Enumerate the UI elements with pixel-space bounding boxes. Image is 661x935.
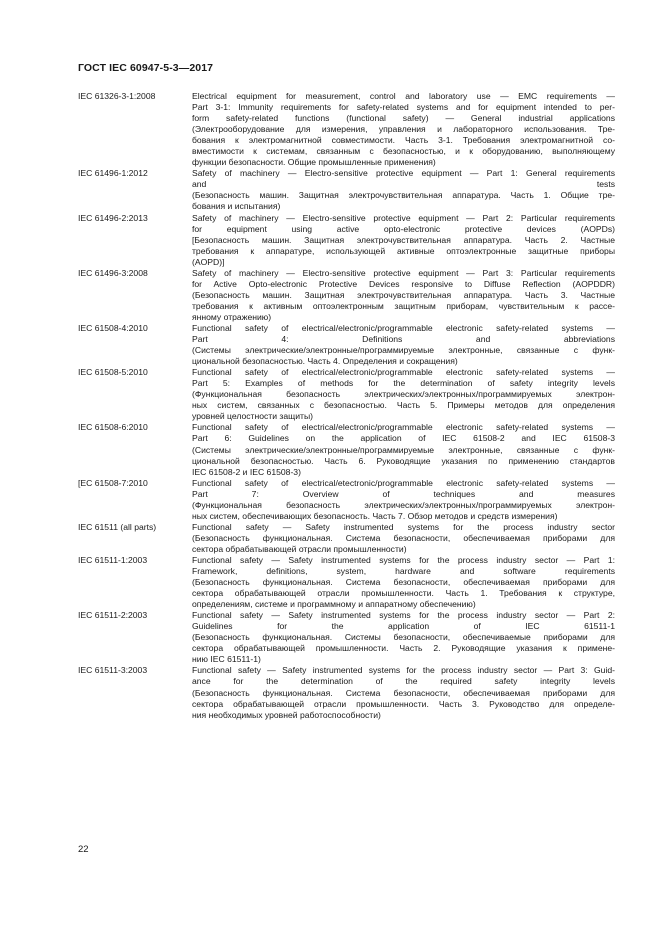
reference-text-line: вместимости к системам, связанным с безопасностью, и к оборудованию, выполняющему: [192, 146, 615, 157]
reference-text-line: Part 3-1: Immunity requirements for safety-related systems and for equipment intended to per-: [192, 102, 615, 113]
reference-id: IEC 61511-1:2003: [78, 554, 148, 565]
reference-text-line: [Безопасность машин. Защитная электрочувствительная аппаратура. Часть 2. Частные: [192, 234, 615, 245]
reference-text-line: требования к аппаратуре, использующей активные оптоэлектронные защитные приборы: [192, 245, 615, 256]
reference-id: IEC 61511-3:2003: [78, 665, 148, 676]
reference-text-line: Functional safety — Safety instrumented systems for the process industry sector — Part 3: Guid-: [192, 665, 615, 676]
reference-title: [192, 367, 615, 422]
reference-row: [78, 91, 616, 168]
reference-id: IEC 61508-5:2010: [78, 367, 148, 378]
reference-text-line: Part 5: Examples of methods for the determination of safety integrity levels: [192, 378, 615, 389]
reference-row: [78, 268, 616, 323]
normative-references-table: [78, 91, 616, 721]
reference-text-line: (Безопасность функциональная. Система безопасности, обеспечиваемая приборами для: [192, 577, 615, 588]
reference-text-line: (Функциональная безопасность электрических/электронных/программируемых электрон-: [192, 499, 615, 510]
reference-id: IEC 61511-2:2003: [78, 610, 148, 621]
reference-row: [78, 555, 616, 610]
reference-text-line: (Электрооборудование для измерения, управления и лабораторного использования. Тре-: [192, 124, 615, 135]
reference-id: IEC 61496-3:2008: [78, 267, 148, 278]
reference-title: [192, 422, 615, 477]
reference-text-line: ных систем, обеспечивающих безопасность. Часть 7. Обзор методов и средств измерения): [192, 510, 558, 521]
reference-title: [192, 91, 615, 168]
reference-text-line: сектора обрабатывающей промышленности. Часть 2. Руководящие указания к примене-: [192, 643, 615, 654]
reference-text-line: Functional safety of electrical/electronic/programmable electronic safety-related systems —: [192, 322, 615, 333]
reference-text-line: ния необходимых уровней работоспособности): [192, 709, 381, 720]
reference-text-line: бования к электромагнитной совместимости. Часть 3-1. Требования электромагнитной со-: [192, 135, 615, 146]
reference-text-line: Framework, definitions, system, hardware and software requirements: [192, 566, 615, 577]
reference-text-line: (Безопасность машин. Защитная электрочувствительная аппаратура. Часть 3. Частные: [192, 289, 615, 300]
reference-text-line: for Active Opto-electronic Protective Devices responsive to Diffuse Reflection (AOPDDR): [192, 278, 615, 289]
reference-title: [192, 555, 615, 610]
reference-text-line: сектора обрабатывающей отрасли промышленности. Часть 1. Требования к структуре,: [192, 588, 615, 599]
reference-text-line: and tests: [192, 179, 615, 190]
reference-text-line: требования к активным оптоэлектронным защитным приборам, чувствительным к рассе-: [192, 300, 615, 311]
reference-text-line: Functional safety — Safety instrumented systems for the process industry sector — Part 2:: [192, 610, 615, 621]
reference-row: [78, 665, 616, 720]
reference-text-line: бования и испытания): [192, 201, 281, 212]
reference-text-line: сектора обрабатывающей отрасли промышленности): [192, 543, 407, 554]
reference-title: [192, 268, 615, 323]
reference-id: IEC 61508-6:2010: [78, 422, 148, 433]
reference-text-line: (Безопасность функциональная. Система безопасности, обеспечиваемая приборами для: [192, 687, 615, 698]
reference-text-line: Safety of machinery — Electro-sensitive protective equipment — Part 1: General requirements: [192, 168, 615, 179]
reference-text-line: Functional safety of electrical/electronic/programmable electronic safety-related systems —: [192, 367, 615, 378]
reference-text-line: Functional safety — Safety instrumented systems for the process industry sector: [192, 521, 615, 532]
reference-text-line: янному отражению): [192, 311, 272, 322]
reference-id: IEC 61496-2:2013: [78, 212, 148, 223]
reference-text-line: (Функциональная безопасность электрических/электронных/программируемых электрон-: [192, 389, 615, 400]
reference-row: [78, 522, 616, 555]
reference-id: IEC 61496-1:2012: [78, 168, 148, 179]
reference-text-line: (Системы электрические/электронные/программируемые электронные, связанные с функ-: [192, 444, 615, 455]
reference-text-line: нию IEC 61511-1): [192, 654, 261, 665]
reference-title: [192, 665, 615, 720]
document-header: ГОСТ IEC 60947-5-3—2017: [78, 62, 214, 74]
reference-text-line: Guidelines for the application of IEC 61511-1: [192, 621, 615, 632]
page-number: 22: [78, 844, 89, 855]
reference-row: [78, 610, 616, 665]
reference-row: [78, 168, 616, 212]
reference-text-line: (AOPD)]: [192, 256, 225, 267]
reference-row: [78, 478, 616, 522]
reference-text-line: Part 4: Definitions and abbreviations: [192, 334, 615, 345]
reference-text-line: определениям, системе и программному и аппаратному обеспечению): [192, 599, 476, 610]
reference-title: [192, 522, 615, 555]
reference-id: [EC 61508-7:2010: [78, 477, 148, 488]
reference-title: [192, 610, 615, 665]
reference-text-line: Functional safety — Safety instrumented systems for the process industry sector — Part 1:: [192, 554, 615, 565]
reference-text-line: циональной безопасностью. Часть 6. Руководящие указания по применению стандартов: [192, 455, 615, 466]
reference-text-line: (Системы электрические/электронные/программируемые электронные, связанные с функ-: [192, 345, 615, 356]
reference-text-line: Electrical equipment for measurement, control and laboratory use — EMC requirements —: [192, 91, 615, 101]
reference-id: IEC 61508-4:2010: [78, 322, 148, 333]
reference-text-line: Part 6: Guidelines on the application of IEC 61508-2 and IEC 61508-3: [192, 433, 615, 444]
reference-text-line: (Безопасность функциональная. Система безопасности, обеспечиваемая приборами для: [192, 532, 615, 543]
reference-row: [78, 213, 616, 268]
reference-title: [192, 323, 615, 367]
reference-row: [78, 367, 616, 422]
reference-title: [192, 168, 615, 212]
reference-text-line: (Безопасность функциональная. Системы безопасности, обеспечиваемые приборами для: [192, 632, 615, 643]
reference-title: [192, 478, 615, 522]
reference-text-line: form safety-related functions (functional safety) — General industrial applications: [192, 113, 615, 124]
reference-text-line: Functional safety of electrical/electronic/programmable electronic safety-related systems —: [192, 422, 615, 433]
reference-text-line: Functional safety of electrical/etectronic/programmable electronic safety-related systems —: [192, 477, 615, 488]
reference-text-line: сектора обрабатывающей отрасли промышленности. Часть 3. Руководство для определе-: [192, 698, 615, 709]
reference-text-line: for equipment using active opto-electronic protective devices (AOPDs): [192, 223, 615, 234]
reference-row: [78, 422, 616, 477]
reference-text-line: функции безопасности. Общие промышленные применения): [192, 157, 436, 168]
reference-text-line: ance for the determination of the required safety integrity levels: [192, 676, 615, 687]
reference-text-line: ных систем, связанных с безопасностью. Часть 5. Примеры методов для определения: [192, 400, 615, 411]
reference-text-line: циональной безопасностью. Часть 4. Определения и сокращения): [192, 356, 458, 367]
reference-text-line: Part 7: Overview of techniques and measures: [192, 488, 615, 499]
reference-id: IEC 61326-3-1:2008: [78, 91, 156, 101]
reference-id: IEC 61511 (all parts): [78, 521, 157, 532]
reference-text-line: (Безопасность машин. Защитная электрочувствительная аппаратура. Часть 1. Общие тре-: [192, 190, 615, 201]
reference-text-line: Safety of machinery — Electro-sensitive protective equipment — Part 3: Particular requirements: [192, 267, 615, 278]
reference-text-line: IEC 61508-2 и IEC 61508-3): [192, 466, 301, 477]
reference-row: [78, 323, 616, 367]
reference-title: [192, 213, 615, 268]
reference-text-line: Safety of machinery — Electro-sensitive protective equipment — Part 2: Particular requirements: [192, 212, 615, 223]
reference-text-line: уровней целостности защиты): [192, 411, 313, 422]
